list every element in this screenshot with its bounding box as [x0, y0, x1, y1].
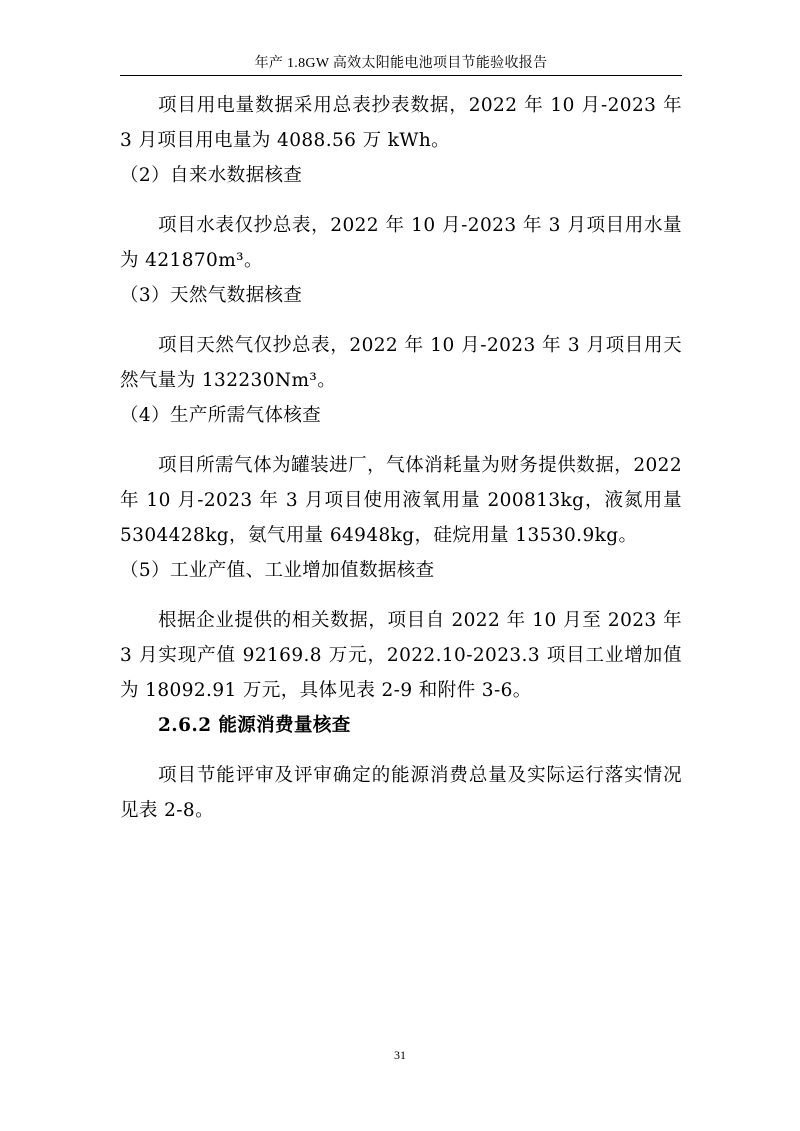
- natural-gas-paragraph: 项目天然气仅抄总表，2022 年 10 月-2023 年 3 月项目用天然气量为 132230Nm³。: [120, 335, 682, 391]
- energy-check-paragraph: 项目节能评审及评审确定的能源消费总量及实际运行落实情况见表 2-8。: [120, 765, 682, 821]
- water-paragraph: 项目水表仅抄总表，2022 年 10 月-2023 年 3 月项目用水量为 421870m³。: [120, 215, 682, 271]
- production-gas-heading: （4）生产所需气体核查: [120, 405, 322, 426]
- electricity-paragraph: 项目用电量数据采用总表抄表数据，2022 年 10 月-2023 年 3 月项目用电量为 4088.56 万 kWh。: [120, 95, 682, 151]
- document-body: [120, 88, 682, 828]
- output-value-heading: （5）工业产值、工业增加值数据核查: [120, 560, 435, 581]
- natural-gas-heading: （3）天然气数据核查: [120, 285, 303, 306]
- water-heading: （2）自来水数据核查: [120, 165, 303, 186]
- output-value-paragraph: 根据企业提供的相关数据，项目自 2022 年 10 月至 2023 年 3 月实现产值 92169.8 万元，2022.10-2023.3 项目工业增加值为 18092.91 万元，具体见表 2-9 和附件 3-6。: [120, 610, 682, 701]
- section-heading-energy-consumption: 2.6.2 能源消费量核查: [158, 715, 351, 736]
- page-number: 31: [394, 1048, 406, 1062]
- header-divider: [120, 75, 682, 76]
- running-header-title: 年产 1.8GW 高效太阳能电池项目节能验收报告: [254, 56, 548, 71]
- production-gas-paragraph: 项目所需气体为罐装进厂，气体消耗量为财务提供数据，2022 年 10 月-2023 年 3 月项目使用液氧用量 200813kg，液氮用量 5304428kg，氨气用量 64948kg，硅烷用量 13530.9kg。: [120, 455, 682, 546]
